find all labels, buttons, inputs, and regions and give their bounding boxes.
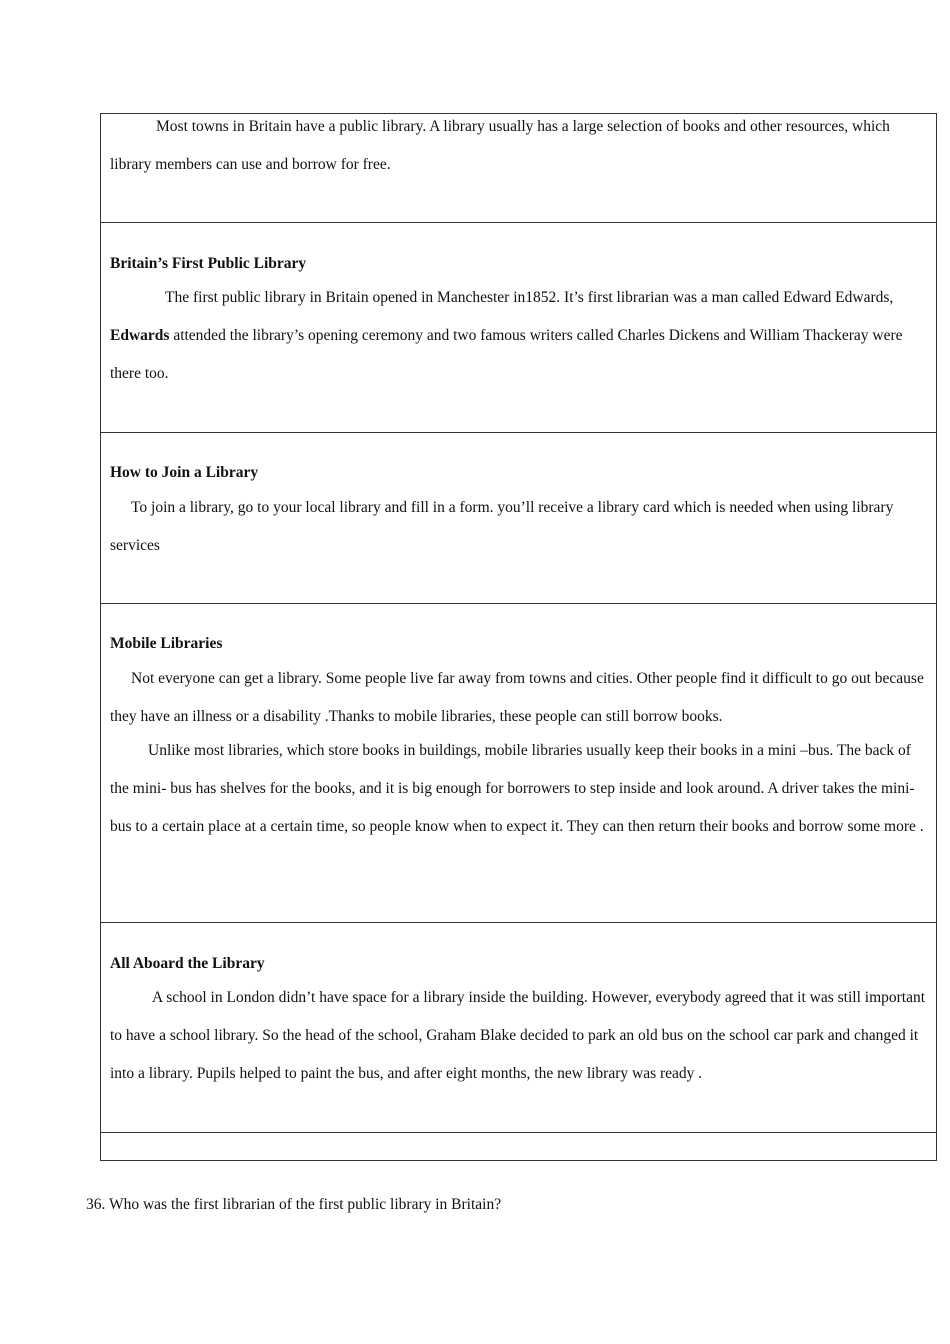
intro-row (101, 113, 936, 222)
section-first-library (101, 222, 936, 432)
intro-paragraph: Most towns in Britain have a public library. A library usually has a large selection of books and other resources, which library members can use and borrow for free. (110, 118, 890, 173)
section-mobile-libraries (101, 603, 936, 922)
reading-passage-table (100, 113, 937, 1161)
section-paragraph: A school in London didn’t have space for a library inside the building. However, everybody agreed that it was still important to have a school library. So the head of the school, Graham Blake decided to park an old bus on the school car park and changed it into a library. Pupils helped to paint the bus, and after eight months, the new library was ready . (110, 989, 926, 1082)
section-paragraph: To join a library, go to your local library and fill in a form. you’ll receive a library card which is needed when using library services (110, 499, 894, 554)
empty-row (101, 1132, 936, 1161)
section-all-aboard (101, 922, 936, 1132)
section-heading: All Aboard the Library (110, 955, 265, 972)
section-join-library (101, 432, 936, 603)
section-heading: Britain’s First Public Library (110, 255, 307, 272)
section-paragraph: The first public library in Britain opened in Manchester in1852. It’s first librarian was a man called Edward Edwards, Edwards attended the library’s opening ceremony and two famous writers called Charles Dickens and William Thackeray were there too. (110, 289, 903, 382)
section-heading: How to Join a Library (110, 464, 259, 481)
section-paragraph: Not everyone can get a library. Some people live far away from towns and cities. Other people find it difficult to go out because they have an illness or a disability .Thanks to mobile libraries, these people can still borrow books. (110, 670, 924, 725)
section-heading: Mobile Libraries (110, 635, 223, 652)
section-paragraph: Unlike most libraries, which store books in buildings, mobile libraries usually keep their books in a mini –bus. The back of the mini- bus has shelves for the books, and it is big enough for borrowers to step inside and look around. A driver takes the mini-bus to a certain place at a certain time, so people know when to expect it. They can then return their books and borrow some more . (110, 742, 924, 835)
question-36: 36. Who was the first librarian of the first public library in Britain? (86, 1196, 502, 1213)
